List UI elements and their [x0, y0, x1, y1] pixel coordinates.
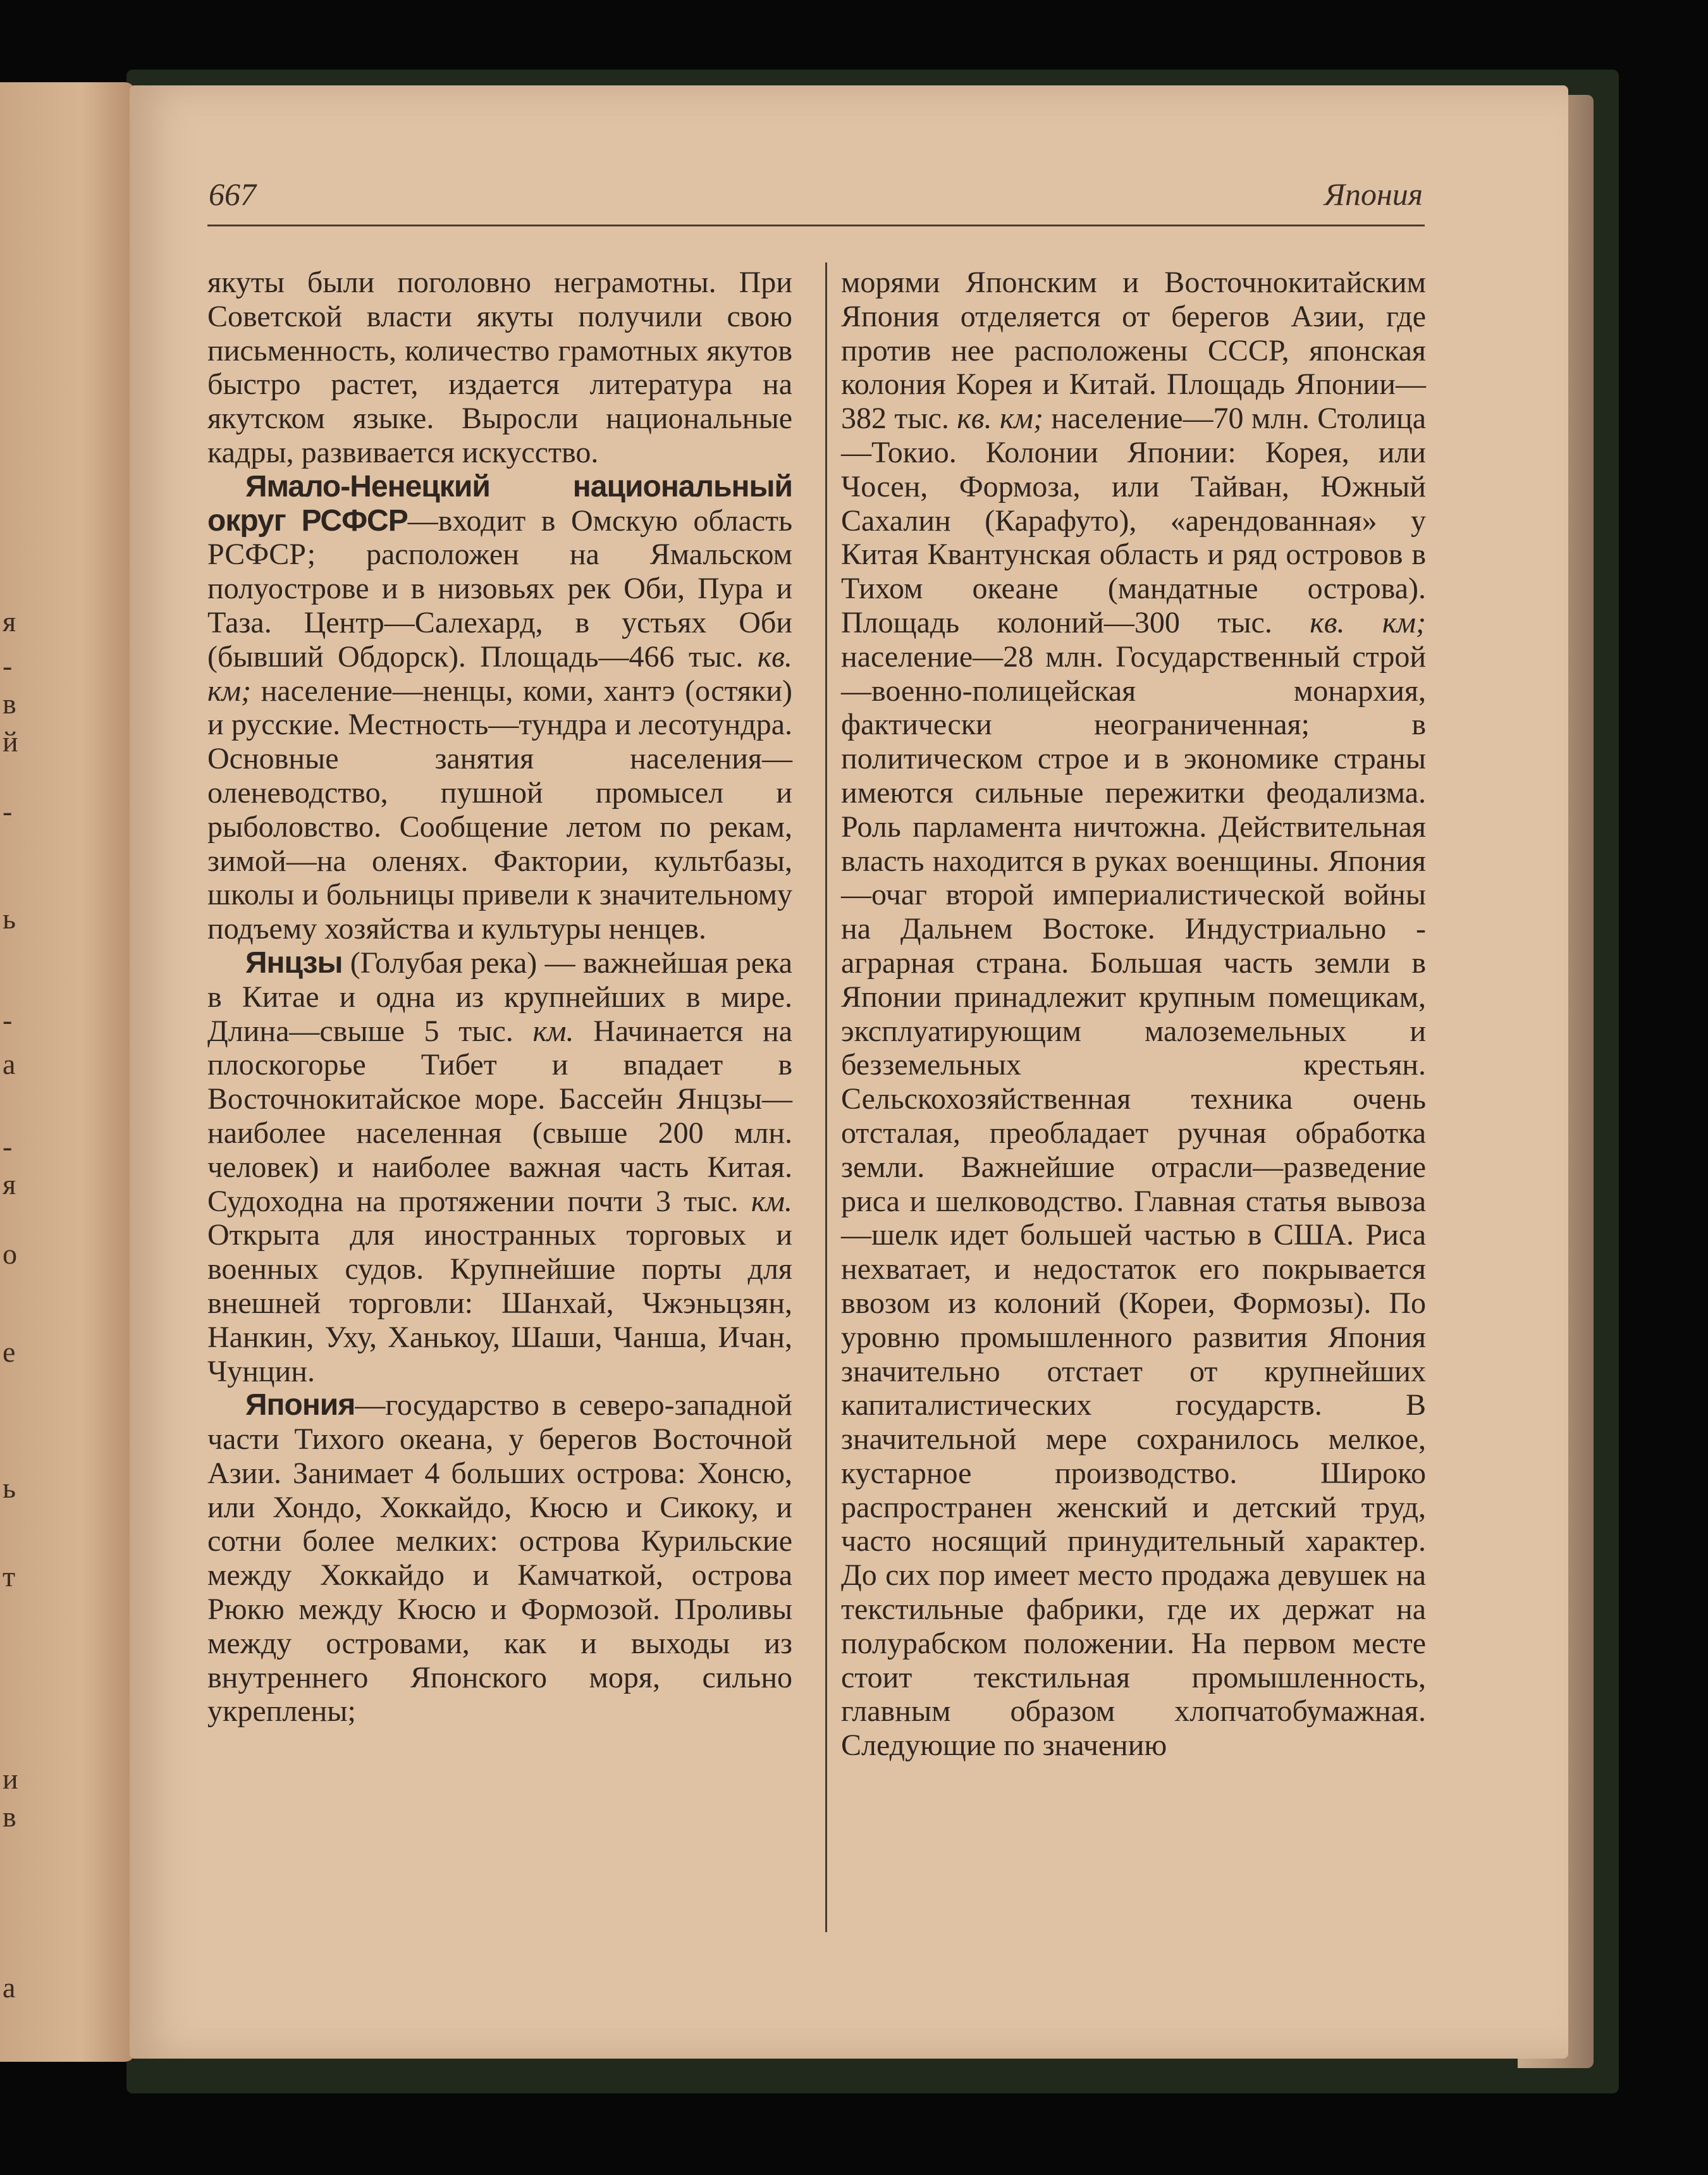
- paragraph-continuation: якуты были поголовно неграмотны. При Советской власти якуты получили свою письменность, количество грамотных якутов быстро растет, издается литература на якутском языке. Выросли национальные кадры, развивается искусство.: [207, 266, 792, 469]
- entry-japan-continued: [841, 266, 1426, 1763]
- prev-page-fragment: ь: [3, 903, 16, 935]
- entry-text: Начинается на плоскогорье Тибет и впадает в Восточнокитайское море. Бассейн Янцзы—наиболее населенная (свыше 200 млн. человек) и наиболее важная часть Китая. Судоходна на протяжении почти 3 тыс.: [207, 1014, 793, 1218]
- right-column: [841, 266, 1426, 1763]
- prev-page-fragment: и: [3, 1763, 18, 1795]
- entry-term: Янцзы: [245, 946, 343, 980]
- unit-label: км.: [532, 1014, 574, 1048]
- prev-page-fragment: е: [3, 1336, 16, 1368]
- entry-term: Япония: [245, 1388, 355, 1422]
- prev-page-fragment: т: [3, 1560, 16, 1593]
- entry-yangtze: [207, 946, 792, 1388]
- page-number: 667: [209, 176, 256, 212]
- entry-text: —входит в Омскую область РСФСР; расположен на Ямальском полуострове и в низовьях рек Оби, Пура и Таза. Центр—Салехард, в устьях Оби (бывший Обдорск). Площадь—466 тыс.: [207, 503, 793, 674]
- prev-page-fragment: -: [3, 1130, 13, 1162]
- column-divider: [825, 262, 827, 1932]
- entry-text: (Голубая река) — важнейшая река в Китае и одна из крупнейших в мире. Длина—свыше 5 тыс.: [207, 946, 792, 1048]
- prev-page-fragment: о: [3, 1238, 17, 1270]
- prev-page-fragment: я: [3, 1168, 16, 1200]
- prev-page-fragment: й: [3, 725, 18, 758]
- entry-text: —государство в северо-западной части Тихого океана, у берегов Восточной Азии. Занимает 4 больших острова: Хонсю, или Хондо, Хоккайдо, Кюсю и Сикоку, и сотни более мелких: острова Курильские между Хоккайдо и Камчаткой, острова Рюкю между Кюсю и Формозой. Проливы между островами, как и выходы из внутреннего Японского моря, сильно укреплены;: [207, 1388, 792, 1728]
- entry-text: морями Японским и Восточнокитайским Япония отделяется от берегов Азии, где против нее расположены СССР, японская колония Корея и Китай. Площадь Японии—382 тыс.: [841, 266, 1426, 436]
- entry-term: Ямало-Ненецкий национальный округ РСФСР: [207, 469, 792, 538]
- entry-text: Открыта для иностранных торговых и военных судов. Крупнейшие порты для внешней торговли: Шанхай, Чжэньцзян, Нанкин, Уху, Ханькоу, Шаши, Чанша, Ичан, Чунцин.: [207, 1218, 792, 1388]
- running-head: [209, 176, 1423, 226]
- header-rule: [207, 225, 1425, 226]
- entry-yamalo-nenets: [207, 470, 792, 946]
- unit-label: кв. км;: [957, 402, 1044, 436]
- unit-label: кв. км;: [1310, 605, 1427, 639]
- left-column: [207, 266, 792, 1728]
- prev-page-fragment: а: [3, 1971, 16, 2004]
- entry-text: население—28 млн. Государственный строй—военно-полицейская монархия, фактически неограниченная; в политическом строе и в экономике страны имеются сильные пережитки феодализма. Роль парламента ничтожна. Действительная власть находится в руках военщины. Япония—очаг второй империалистической войны на Дальнем Востоке. Индустриально - аграрная страна. Большая часть земли в Японии принадлежит крупным помещикам, эксплуатирующим малоземельных и безземельных крестьян. Сельскохозяйственная техника очень отсталая, преобладает ручная обработка земли. Важнейшие отрасли—разведение риса и шелководство. Главная статья вывоза—шелк идет большей частью в США. Риса нехватает, и недостаток его покрывается ввозом из колоний (Кореи, Формозы). По уровню промышленного развития Япония значительно отстает от крупнейших капиталистических государств. В значительной мере сохранилось мелкое, кустарное производство. Широко распространен женский и детский труд, часто носящий принудительный характер. До сих пор имеет место продажа девушек на текстильные фабрики, где их держат на полурабском положении. На первом месте стоит текстильная промышленность, главным образом хлопчатобумажная. Следующие по значению: [841, 639, 1426, 1763]
- section-title: Япония: [1324, 176, 1423, 212]
- entry-japan: [207, 1388, 792, 1728]
- entry-text: население—70 млн. Столица—Токио. Колонии Японии: Корея, или Чосен, Формоза, или Тайван, Южный Сахалин (Карафуто), «арендованная» у Китая Квантунская область и ряд островов в Тихом океане (мандатные острова). Площадь колоний—300 тыс.: [841, 402, 1426, 639]
- prev-page-fragment: в: [3, 1801, 16, 1833]
- prev-page-fragment: -: [3, 650, 13, 682]
- entry-text: население—ненцы, коми, хантэ (остяки) и русские. Местность—тундра и лесотундра. Основные занятия населения—оленеводство, пушной промысел и рыболовство. Сообщение летом по рекам, зимой—на оленях. Фактории, культбазы, школы и больницы привели к значительному подъему хозяйства и культуры ненцев.: [207, 674, 792, 946]
- unit-label: км.: [751, 1184, 792, 1218]
- prev-page-fragment: а: [3, 1048, 16, 1080]
- prev-page-fragment: -: [3, 795, 13, 827]
- prev-page-fragment: -: [3, 1004, 13, 1036]
- prev-page-fragment: в: [3, 687, 16, 720]
- prev-page-fragment: ь: [3, 1472, 16, 1504]
- previous-page-strip: [0, 82, 136, 2062]
- prev-page-fragment: я: [3, 605, 16, 638]
- unit-label: кв. км;: [207, 639, 792, 708]
